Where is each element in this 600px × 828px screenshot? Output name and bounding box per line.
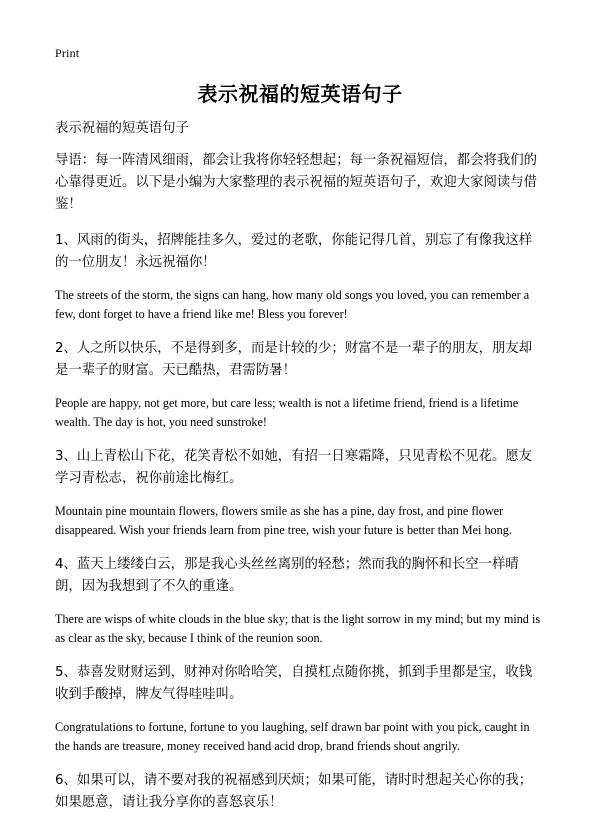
item-3-chinese: 3、山上青松山下花，花笑青松不如她，有招一日寒霜降，只见青松不见花。愿友学习青松志，祝你前途比梅红。 [55,449,533,486]
print-link[interactable]: Print [55,46,80,60]
item-5-chinese: 5、恭喜发财财运到，财神对你哈哈笑，自摸杠点随你挑，抓到手里都是宝，收钱收到手酸掉，牌友气得哇哇叫。 [55,665,533,702]
item-4-chinese: 4、蓝天上缕缕白云，那是我心头丝丝离别的轻愁；然而我的胸怀和长空一样晴朗，因为我想到了不久的重逢。 [55,557,519,594]
item-4-english: There are wisps of white clouds in the blue sky; that is the light sorrow in my mind; but my mind is as clear as the sky, because I think of the reunion soon. [55,612,541,645]
item-3-english: Mountain pine mountain flowers, flowers smile as she has a pine, day frost, and pine flower disappeared. Wish your friends learn from pine tree, wish your future is better than Mei hong. [55,504,512,537]
item-2-english: People are happy, not get more, but care less; wealth is not a lifetime friend, friend is a lifetime wealth. The day is hot, you need sunstroke! [55,396,519,429]
intro-paragraph: 导语：每一阵清风细雨，都会让我将你轻轻想起；每一条祝福短信，都会将我们的心靠得更近。以下是小编为大家整理的表示祝福的短英语句子，欢迎大家阅读与借鉴！ [55,153,538,212]
article-subtitle: 表示祝福的短英语句子 [55,121,189,136]
item-2-chinese: 2、人之所以快乐，不是得到多，而是计较的少；财富不是一辈子的朋友，朋友却是一辈子的财富。天已酷热，君需防暑！ [55,341,533,378]
item-1-chinese: 1、风雨的街头，招牌能挂多久，爱过的老歌，你能记得几首，别忘了有像我这样的一位朋友！永远祝福你！ [55,233,533,270]
item-1-english: The streets of the storm, the signs can hang, how many old songs you loved, you can remember a few, dont forget to have a friend like me! Bless you forever! [55,288,530,321]
item-5-english: Congratulations to fortune, fortune to you laughing, self drawn bar point with you pick, caught in the hands are treasure, money received hand acid drop, brand friends shout angrily. [55,720,530,753]
item-6-chinese: 6、如果可以，请不要对我的祝福感到厌烦；如果可能，请时时想起关心你的我；如果愿意，请让我分享你的喜怒哀乐！ [55,773,533,810]
article-body [55,118,545,826]
page-title: 表示祝福的短英语句子 [197,82,403,106]
